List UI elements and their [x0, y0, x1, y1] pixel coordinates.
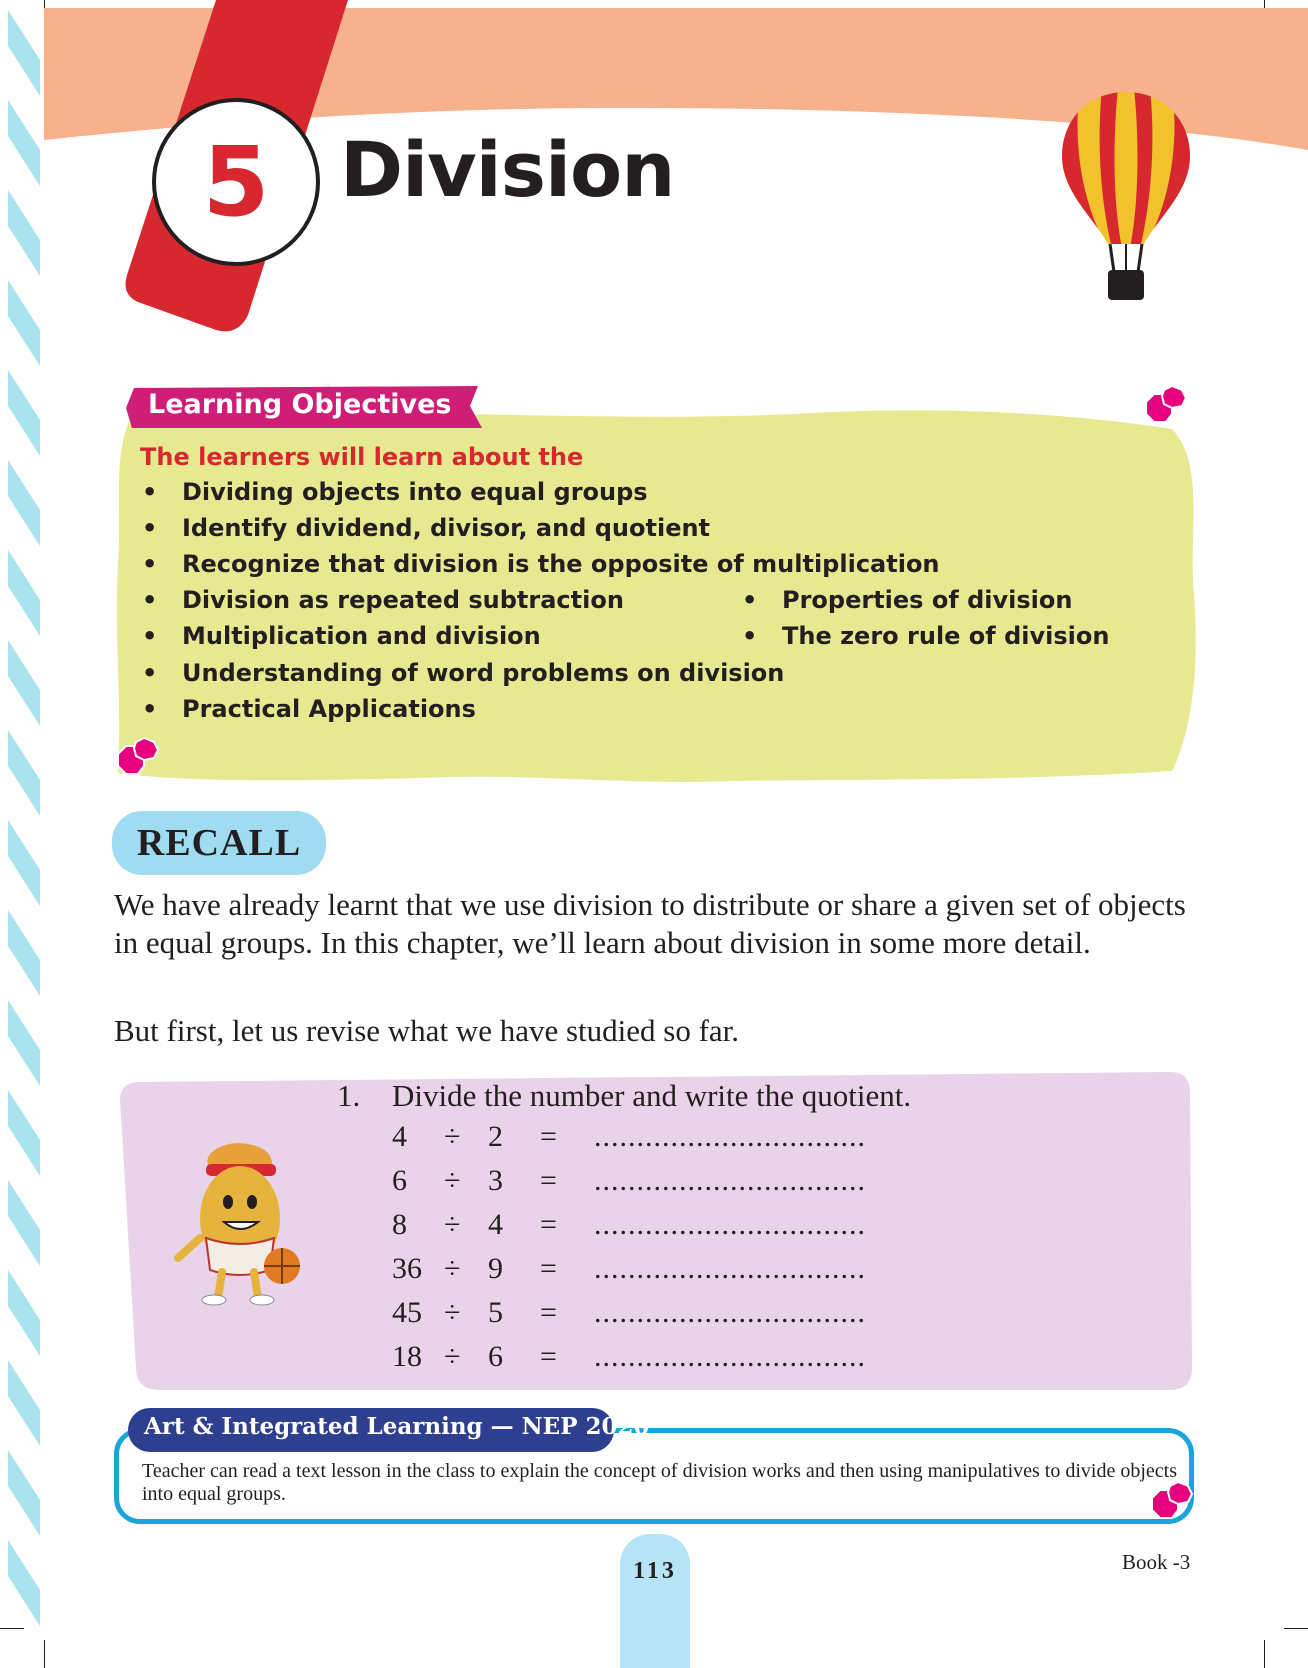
dividend: 8 — [392, 1208, 407, 1241]
equals-sign: = — [540, 1296, 557, 1329]
recall-paragraph: We have already learnt that we use division to distribute or share a given set of objects in equal groups. In this chapter, we’ll learn about division in some more detail. — [114, 887, 1186, 960]
dividend: 4 — [392, 1120, 407, 1153]
decorative-stripe-border — [0, 0, 44, 1668]
dividend: 45 — [392, 1296, 422, 1329]
page-number-tab — [620, 1534, 690, 1668]
chapter-number-badge — [152, 98, 320, 266]
crop-mark — [1264, 1640, 1265, 1668]
dividend: 6 — [392, 1164, 407, 1197]
exercise-number: 1. — [337, 1078, 361, 1113]
integrated-learning-text: Teacher can read a text lesson in the class to explain the concept of division works and then using manipulatives to divide objects into equal groups. — [142, 1460, 1177, 1505]
divisor: 3 — [488, 1164, 503, 1197]
divisor: 6 — [488, 1340, 503, 1373]
chapter-number: 5 — [202, 126, 270, 238]
divide-sign: ÷ — [444, 1296, 461, 1329]
pink-gem-icon — [1142, 384, 1190, 432]
dividend: 18 — [392, 1340, 422, 1373]
objective-item: • Dividing objects into equal groups — [142, 478, 648, 506]
answer-blank[interactable]: ................................ — [594, 1120, 866, 1153]
hot-air-balloon-icon — [1058, 88, 1194, 304]
answer-blank[interactable]: ................................ — [594, 1296, 866, 1329]
equals-sign: = — [540, 1252, 557, 1285]
objective-item: • Properties of division — [742, 586, 1073, 614]
pink-gem-icon — [114, 736, 162, 784]
objectives-intro: The learners will learn about the — [140, 443, 584, 471]
divisor: 4 — [488, 1208, 503, 1241]
recall-paragraph: But first, let us revise what we have studied so far. — [114, 1013, 740, 1048]
divide-sign: ÷ — [444, 1252, 461, 1285]
equals-sign: = — [540, 1340, 557, 1373]
chapter-title: Division — [340, 125, 675, 214]
divide-sign: ÷ — [444, 1120, 461, 1153]
divisor: 5 — [488, 1296, 503, 1329]
objectives-heading: Learning Objectives — [148, 389, 452, 420]
equals-sign: = — [540, 1208, 557, 1241]
equals-sign: = — [540, 1120, 557, 1153]
crop-mark — [44, 1640, 45, 1668]
exercise-instruction: Divide the number and write the quotient. — [392, 1078, 912, 1113]
objective-item: • The zero rule of division — [742, 622, 1110, 650]
answer-blank[interactable]: ................................ — [594, 1340, 866, 1373]
divide-sign: ÷ — [444, 1340, 461, 1373]
crop-mark — [1284, 1628, 1308, 1629]
divisor: 2 — [488, 1120, 503, 1153]
divide-sign: ÷ — [444, 1164, 461, 1197]
answer-blank[interactable]: ................................ — [594, 1208, 866, 1241]
page-number: 113 — [633, 1558, 677, 1584]
mascot-potato-basketball-icon — [170, 1138, 304, 1306]
divisor: 9 — [488, 1252, 503, 1285]
objective-item: • Practical Applications — [142, 695, 476, 723]
answer-blank[interactable]: ................................ — [594, 1252, 866, 1285]
integrated-learning-title: Art & Integrated Learning — NEP 2020 — [144, 1413, 650, 1440]
objective-item: • Understanding of word problems on division — [142, 659, 785, 687]
equals-sign: = — [540, 1164, 557, 1197]
recall-badge — [112, 811, 326, 875]
recall-heading: RECALL — [136, 822, 302, 864]
dividend: 36 — [392, 1252, 422, 1285]
divide-sign: ÷ — [444, 1208, 461, 1241]
crop-mark — [0, 1628, 24, 1629]
book-label: Book -3 — [1122, 1550, 1191, 1574]
pink-gem-icon — [1148, 1480, 1196, 1528]
objective-item: • Multiplication and division — [142, 622, 541, 650]
answer-blank[interactable]: ................................ — [594, 1164, 866, 1197]
objective-item: • Recognize that division is the opposite of multiplication — [142, 550, 940, 578]
objective-item: • Division as repeated subtraction — [142, 586, 624, 614]
objective-item: • Identify dividend, divisor, and quotient — [142, 514, 711, 542]
